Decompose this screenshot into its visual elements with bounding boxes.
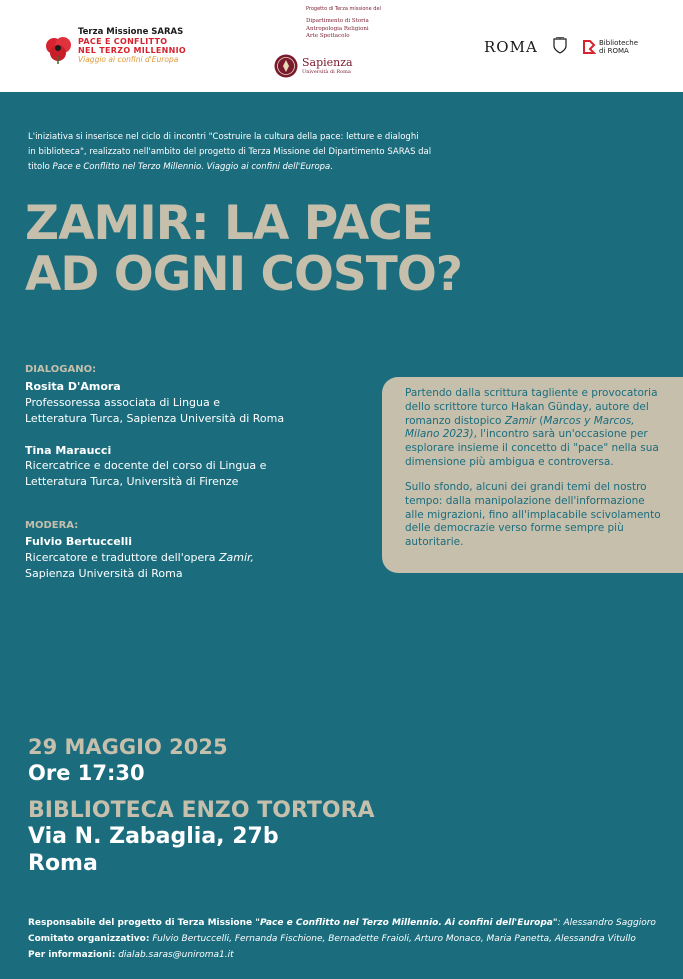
- event-venue: BIBLIOTECA ENZO TORTORA: [28, 798, 375, 823]
- bib-line1: Biblioteche: [599, 39, 639, 47]
- footer-r2-label: Comitato organizzativo:: [28, 934, 150, 944]
- logo-left-line2: [78, 37, 186, 55]
- footer-r1-label: Responsabile del progetto di Terza Missione: [28, 918, 256, 928]
- footer-r3-label: Per informazioni:: [28, 950, 116, 960]
- dialogano-label: DIALOGANO:: [25, 364, 97, 375]
- page-title: [25, 198, 462, 300]
- modera-label: MODERA:: [25, 520, 79, 531]
- intro-project-title: Pace e Conflitto nel Terzo Millennio. Viaggio ai confini dell'Europa: [52, 162, 331, 172]
- project-kicker: Progetto di Terza missione del: [306, 6, 381, 12]
- moderator-book-title: Zamir,: [219, 551, 255, 564]
- intro-line2: in biblioteca", realizzato nell'ambito del progetto di Terza Missione del Dipartimento SARAS dal: [28, 147, 432, 157]
- sapienza-saras-logo: [268, 6, 398, 86]
- roma-crest-icon: [553, 37, 567, 54]
- abstract-paragraph-1: [405, 387, 665, 470]
- speaker1-role-line2: Letteratura Turca, Sapienza Università di Roma: [25, 412, 285, 425]
- poppy-icon: [44, 34, 74, 64]
- event-city: Roma: [28, 851, 98, 876]
- abstract-publisher: Marcos y Marcos, Milano 2023): [405, 414, 635, 441]
- title-line2: AD OGNI COSTO?: [25, 247, 463, 302]
- moderator-name: Fulvio Bertuccelli: [25, 535, 133, 548]
- logo-left-line3: Viaggio ai confini d'Europa: [78, 55, 179, 64]
- dept-line3: Arte Spettacolo: [306, 33, 350, 39]
- dept-line1: Dipartimento di Storia: [306, 18, 369, 24]
- footer-r1-project: "Pace e Conflitto nel Terzo Millennio. Ai confini dell'Europa": [255, 918, 558, 928]
- footer-r1-name: : Alessandro Saggioro: [557, 918, 656, 928]
- abstract-book-title: Zamir: [504, 414, 536, 427]
- dept-line2: Antropologia Religioni: [306, 25, 369, 32]
- footer-responsabile: [28, 918, 656, 928]
- speaker2-role-line1: Ricercatrice e docente del corso di Lingua e: [25, 459, 267, 472]
- sapienza-subtitle: Università di Roma: [302, 69, 351, 75]
- logo-left-line1: Terza Missione SARAS: [78, 27, 184, 37]
- event-time: Ore 17:30: [28, 761, 145, 785]
- footer-informazioni: [28, 950, 234, 960]
- biblioteche-roma-icon: [582, 40, 596, 54]
- title-line1: ZAMIR: LA PACE: [25, 196, 433, 251]
- intro-paragraph: [28, 130, 468, 175]
- speaker2-name: Tina Maraucci: [25, 444, 112, 457]
- event-date: 29 MAGGIO 2025: [28, 735, 228, 759]
- speaker2-role-line2: Letteratura Turca, Università di Firenze: [25, 475, 239, 488]
- speaker1-role-line1: Professoressa associata di Lingua e: [25, 396, 221, 409]
- logo-left-line2b: NEL TERZO MILLENNIO: [78, 46, 186, 55]
- speaker1-role: [25, 395, 284, 427]
- moderator-role-line1-pre: Ricercatore e traduttore dell'opera: [25, 551, 219, 564]
- moderator-role-line2: Sapienza Università di Roma: [25, 567, 183, 580]
- abstract-p1-c: , l'incontro sarà un'occasione per esplorare insieme il concetto di "pace" nella sua dimensione più ambigua e controversa.: [405, 428, 659, 468]
- bib-line2: di ROMA: [599, 46, 629, 55]
- speaker2-role: [25, 458, 266, 490]
- biblioteche-roma-text: [599, 40, 638, 55]
- intro-line3-post: .: [330, 162, 333, 172]
- event-address: Via N. Zabaglia, 27b: [28, 824, 279, 849]
- moderator-role: [25, 550, 254, 582]
- abstract-paragraph-2: Sullo sfondo, alcuni dei grandi temi del nostro tempo: dalla manipolazione dell'informazione alle migrazioni, fino all'implacabile scivolamento delle democrazie verso forme sempre più autoritarie.: [405, 481, 661, 549]
- footer-comitato: [28, 934, 636, 944]
- department-name: [306, 18, 369, 41]
- abstract-p1-b: (: [535, 414, 544, 427]
- abstract-p1-a: Partendo dalla scrittura tagliente e provocatoria dello scrittore turco Hakan Günday, autore del romanzo distopico: [405, 387, 658, 427]
- header-band: [0, 0, 683, 92]
- intro-line3-pre: titolo: [28, 162, 53, 172]
- sapienza-seal-icon: [274, 54, 298, 78]
- speaker1-name: Rosita D'Amora: [25, 380, 121, 393]
- sapienza-name: Sapienza: [302, 56, 353, 69]
- footer-r2-names: Fulvio Bertuccelli, Fernanda Fischione, Bernadette Fraioli, Arturo Monaco, Maria Panetta, Alessandra Vitullo: [149, 934, 636, 944]
- roma-wordmark: ROMA: [484, 38, 538, 56]
- footer-email[interactable]: dialab.saras@uniroma1.it: [115, 950, 234, 960]
- intro-line1: L'iniziativa si inserisce nel ciclo di incontri "Costruire la cultura della pace: letture e dialoghi: [28, 132, 419, 142]
- pace-conflitto-logo: [44, 26, 194, 66]
- logo-left-line2a: PACE E CONFLITTO: [78, 37, 168, 46]
- abstract-box: [382, 377, 683, 573]
